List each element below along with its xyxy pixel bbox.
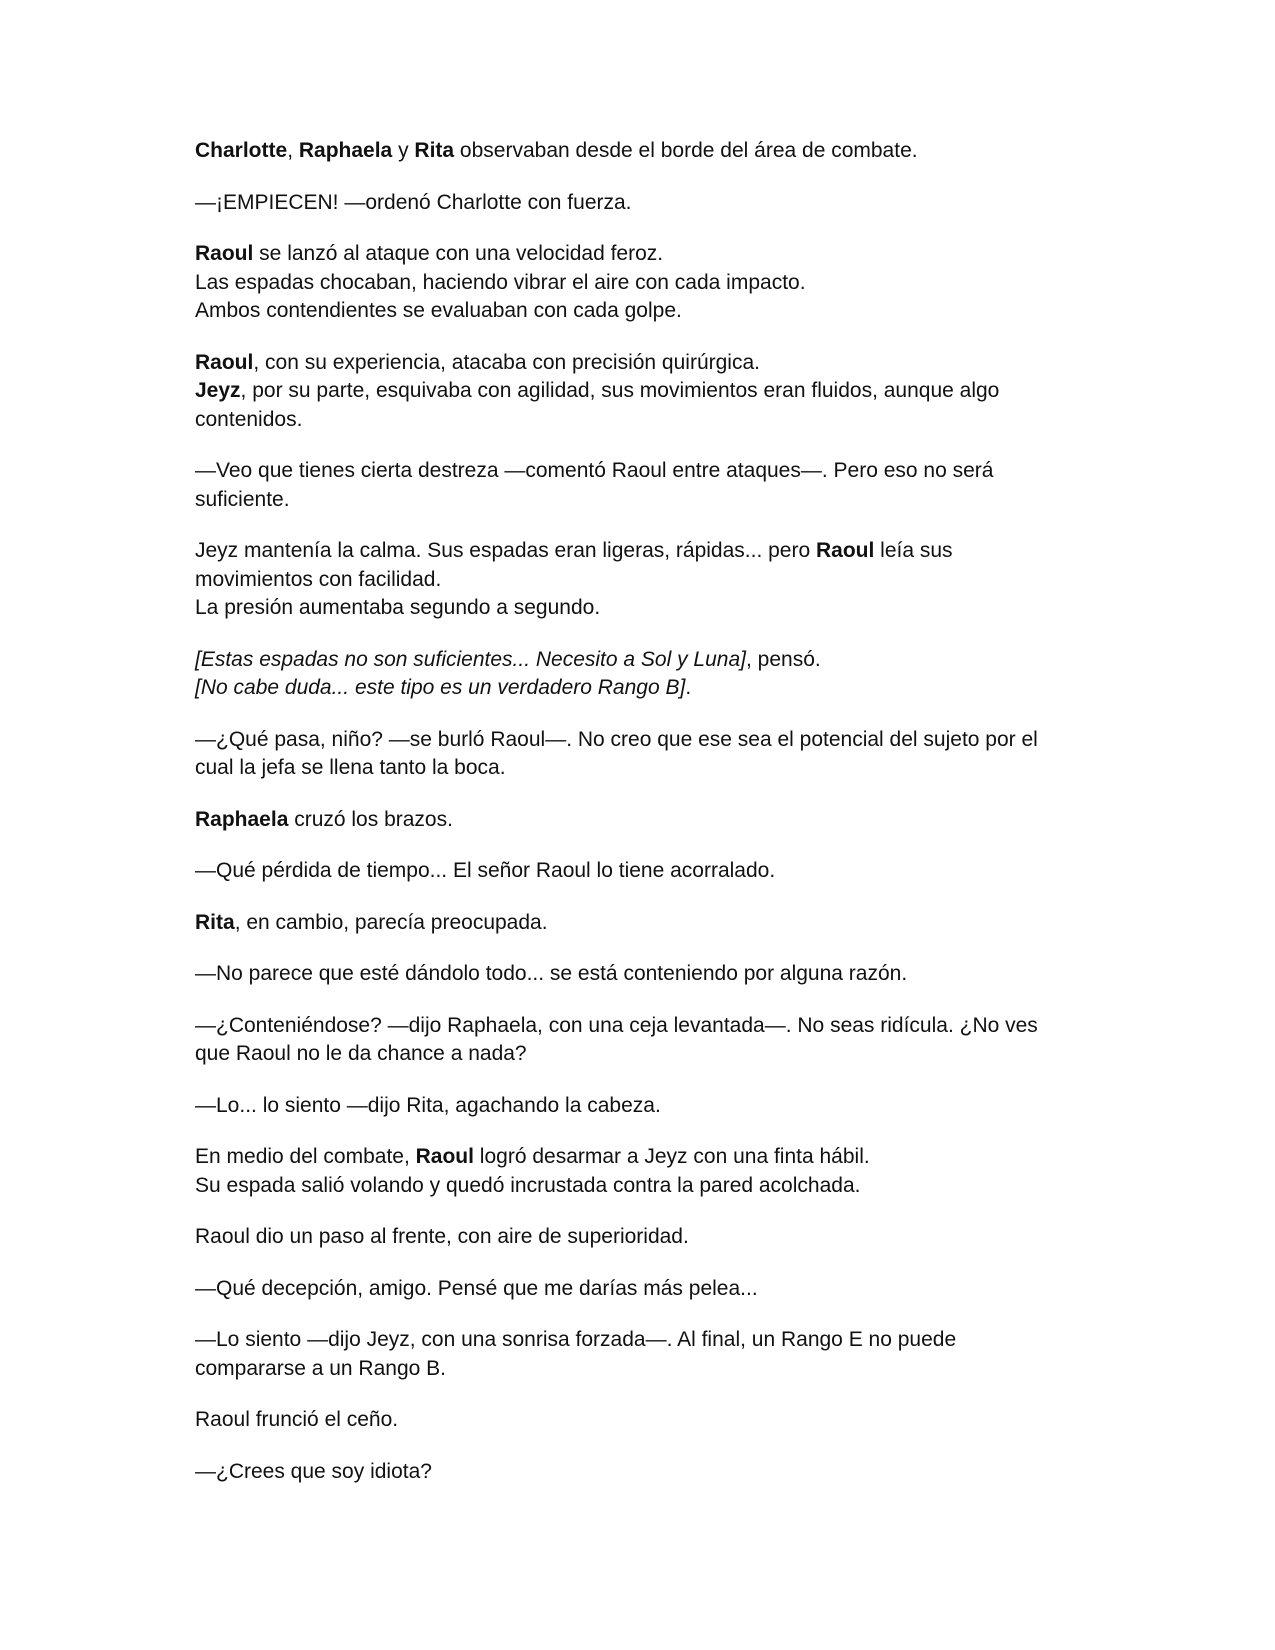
text-line (195, 1143, 1075, 1172)
text-run: Raoul frunció el ceño. (195, 1408, 399, 1431)
text-run: En medio del combate, (195, 1145, 416, 1168)
text-run: contenidos. (195, 407, 303, 431)
text-line (195, 377, 1075, 406)
character-name: Raoul (195, 242, 254, 265)
text-run: —¿Conteniéndose? —dijo Raphaela, con una ceja levantada—. No seas ridícula. ¿No ves (195, 1013, 1038, 1037)
text-line (195, 537, 1075, 566)
text-line (195, 1406, 1075, 1435)
paragraph (195, 1406, 1075, 1435)
character-name: Raoul (415, 1145, 474, 1168)
text-run: observaban desde el borde del área de combate. (454, 139, 918, 162)
paragraph (195, 137, 1075, 166)
paragraph (195, 646, 1075, 703)
character-name: Raphaela (298, 139, 393, 162)
text-run: —Qué pérdida de tiempo... El señor Raoul lo tiene acorralado. (195, 859, 776, 882)
paragraph (195, 1275, 1075, 1304)
character-name: Rita (414, 139, 455, 162)
paragraph (195, 189, 1075, 218)
text-run: . (685, 676, 692, 699)
text-run: compararse a un Rango B. (195, 1356, 446, 1380)
text-line (195, 1275, 1075, 1304)
text-run: , (287, 139, 299, 162)
paragraph (195, 537, 1075, 623)
text-run: cruzó los brazos. (288, 807, 453, 831)
text-line (195, 1355, 1075, 1384)
inner-thought: [No cabe duda... este tipo es un verdadero Rango B] (195, 676, 686, 699)
text-run: —No parece que esté dándolo todo... se está conteniendo por alguna razón. (195, 962, 908, 985)
text-line (195, 269, 1075, 298)
text-line (195, 1326, 1075, 1355)
text-line (195, 1223, 1075, 1252)
text-run: Ambos contendientes se evaluaban con cada golpe. (195, 299, 682, 322)
text-line (195, 486, 1075, 515)
paragraph (195, 1458, 1075, 1487)
text-run: —¡EMPIECEN! —ordenó Charlotte con fuerza. (195, 190, 632, 214)
text-line (195, 806, 1075, 835)
text-run: —Lo... lo siento —dijo Rita, agachando la cabeza. (195, 1093, 661, 1117)
paragraph (195, 806, 1075, 835)
text-line (195, 566, 1075, 595)
paragraph (195, 1092, 1075, 1121)
text-line (195, 960, 1075, 989)
paragraph (195, 1012, 1075, 1069)
text-run: , con su experiencia, atacaba con precisión quirúrgica. (253, 350, 760, 374)
paragraph (195, 1326, 1075, 1383)
text-run: Su espada salió volando y quedó incrustada contra la pared acolchada. (195, 1173, 861, 1197)
document-body (195, 137, 1075, 1509)
text-run: Jeyz mantenía la calma. Sus espadas eran ligeras, rápidas... pero (195, 539, 816, 562)
text-line (195, 349, 1075, 378)
text-line (195, 754, 1075, 783)
paragraph (195, 1143, 1075, 1200)
text-run: movimientos con facilidad. (195, 567, 442, 591)
text-line (195, 240, 1075, 269)
text-run: Las espadas chocaban, haciendo vibrar el aire con cada impacto. (195, 270, 806, 294)
character-name: Raoul (816, 539, 875, 562)
character-name: Jeyz (195, 379, 241, 402)
text-line (195, 406, 1075, 435)
text-line (195, 137, 1075, 166)
character-name: Rita (195, 910, 235, 934)
paragraph (195, 726, 1075, 783)
text-run: y (392, 139, 415, 162)
text-run: —Lo siento —dijo Jeyz, con una sonrisa forzada—. Al final, un Rango E no puede (195, 1328, 957, 1351)
text-line (195, 189, 1075, 218)
text-run: Raoul dio un paso al frente, con aire de superioridad. (195, 1225, 689, 1248)
text-line (195, 646, 1075, 675)
character-name: Charlotte (195, 139, 288, 162)
text-line (195, 457, 1075, 486)
text-line (195, 674, 1075, 703)
text-run: logró desarmar a Jeyz con una finta hábil. (473, 1145, 870, 1168)
character-name: Raoul (195, 350, 254, 374)
text-line (195, 297, 1075, 326)
text-run: , en cambio, parecía preocupada. (234, 910, 548, 934)
paragraph (195, 857, 1075, 886)
text-run: —¿Crees que soy idiota? (195, 1459, 432, 1483)
text-run: , pensó. (745, 647, 821, 671)
text-line (195, 594, 1075, 623)
text-line (195, 1092, 1075, 1121)
text-line (195, 1458, 1075, 1487)
paragraph (195, 1223, 1075, 1252)
paragraph (195, 349, 1075, 435)
paragraph (195, 909, 1075, 938)
inner-thought: [Estas espadas no son suficientes... Necesito a Sol y Luna] (195, 647, 746, 671)
text-run: —Qué decepción, amigo. Pensé que me darías más pelea... (195, 1276, 758, 1300)
text-line (195, 1172, 1075, 1201)
paragraph (195, 457, 1075, 514)
text-line (195, 726, 1075, 755)
text-line (195, 909, 1075, 938)
text-run: suficiente. (195, 487, 290, 511)
text-run: leía sus (874, 539, 953, 562)
text-line (195, 1012, 1075, 1041)
character-name: Raphaela (195, 807, 289, 831)
paragraph (195, 960, 1075, 989)
text-line (195, 857, 1075, 886)
text-run: se lanzó al ataque con una velocidad feroz. (253, 242, 664, 265)
text-run: , por su parte, esquivaba con agilidad, sus movimientos eran fluidos, aunque algo (240, 379, 1000, 402)
text-line (195, 1040, 1075, 1069)
text-run: —¿Qué pasa, niño? —se burló Raoul—. No creo que ese sea el potencial del sujeto por el (195, 727, 1038, 751)
text-run: La presión aumentaba segundo a segundo. (195, 596, 601, 619)
text-run: —Veo que tienes cierta destreza —comentó Raoul entre ataques—. Pero eso no será (195, 459, 994, 482)
text-run: que Raoul no le da chance a nada? (195, 1042, 527, 1065)
text-run: cual la jefa se llena tanto la boca. (195, 756, 506, 779)
paragraph (195, 240, 1075, 326)
